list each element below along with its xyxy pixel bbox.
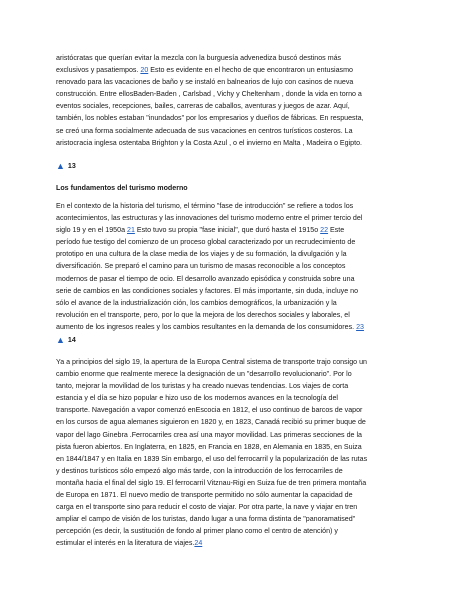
text-line: prototipo en una cultura de la clase media de los viajes y de su formación, la divulgación y la (56, 250, 347, 259)
text-line: aristocracia inglesa ostentaba Brighton y la Costa Azul , o el invierno en Malta , Madeira o Egipto. (56, 138, 362, 147)
footnote-link-22[interactable]: 22 (320, 226, 329, 235)
footnote-link-24[interactable]: 24 (194, 539, 203, 548)
paragraph-aristocracy (56, 52, 422, 149)
text-line: transporte. Navegación a vapor comenzó enEscocia en 1812, el uso continuo de barcos de vapor (56, 406, 363, 415)
footnote-link-23[interactable]: 23 (356, 322, 364, 331)
text-line: de Europa en 1871. El nuevo medio de transporte permitido no sólo aumentar la capacidad de (56, 491, 353, 500)
text-line: ampliar el campo de visión de los turistas, dando lugar a una forma distinta de "panoramatised" (56, 515, 356, 524)
text-line: eventos sociales, recepciones, bailes, carreras de caballos, aventuras y juegos de azar. Aquí, (56, 102, 350, 111)
text-line: En el contexto de la historia del turismo, el término "fase de introducción" se refiere a todos los (56, 202, 354, 210)
text-line: se creó una forma socialmente adecuada de sus vacaciones en centros turísticos costeros. La (56, 126, 353, 135)
section-heading: Los fundamentos del turismo moderno (56, 184, 188, 192)
text-line: siglo 19 y en el 1950a 21 Esto tuvo su propia "fase inicial", que duró hasta el 1915o 22 Este (56, 226, 345, 235)
back-to-top-13[interactable] (56, 160, 422, 172)
text-line: construcción. Entre ellosBaden-Baden , Carlsbad , Vichy y Cheltenham , donde la vida en torno a (56, 90, 362, 99)
text-line: exclusivos y pasatiempos. 20 Esto es evidente en el hecho de que encontraron un entusiasmo (56, 66, 353, 75)
marker-number: 14 (67, 336, 76, 344)
text-line: revolución en el transporte, pero, por lo que la mejora de los derechos sociales y laborales, el (56, 310, 350, 319)
text-line: vapor del lago Ginebra .Ferrocarriles crea así una mayor movilidad. Las primeras secciones de la (56, 430, 362, 439)
text-line: en los cursos de agua alemanes siguieron en 1820 y, en 1823, Canadá recibió su primer buque de (56, 418, 366, 427)
paragraph-transport (56, 356, 422, 550)
up-arrow-icon[interactable]: ▲ (56, 335, 65, 346)
text-line: acontecimientos, las estructuras y las innovaciones del turismo moderno entre el primer tercio del (56, 214, 363, 223)
up-arrow-icon[interactable]: ▲ (56, 161, 65, 172)
text-line: período fue testigo del comienzo de un proceso global caracterizado por un recrudecimiento de (56, 238, 356, 247)
text-line: Ya a principios del siglo 19, la apertura de la Europa Central sistema de transporte trajo consigo un (56, 358, 367, 366)
text-line: renovado para las vacaciones de baño y se instaló en balnearios de lujo con casinos de nueva (56, 78, 354, 87)
text-line: diversificación. Se preparó el camino para un turismo de masas reconocible a los conceptos (56, 262, 346, 271)
text-line: tanto, mejorar la movilidad de los turistas y ha creado nuevas tendencias. Los viajes de corta (56, 382, 349, 391)
text-line: en 1844/1847 y en Italia en 1839 Sin embargo, el uso del ferrocarril y la popularización de las rutas (56, 454, 368, 463)
text-line: percepción (es decir, la sustitución de fondo al primer plano como el centro de atención) y (56, 527, 338, 536)
text-line: cambio enorme que realmente merece la designación de un "desarrollo revolucionario". Por lo (56, 370, 352, 379)
text-line: montaña hacia el final del siglo 19. El ferrocarril Vitznau-Rigi en Suiza fue de tren primera montaña (56, 478, 367, 487)
text-line: pista fueron abiertos. En Inglaterra, en 1825, en Francia en 1828, en Alemania en 1835, en Suiza (56, 442, 362, 451)
text-line: aumento de los ingresos reales y los cambios resultantes en la demanda de los consumidores. 23 (56, 322, 364, 331)
text-line: sólo el avance de la industrialización ción, los cambios demográficos, la urbanización y la (56, 298, 337, 307)
text-line: y destinos turísticos sólo empezó algo más tarde, con la introducción de los ferrocarriles de (56, 466, 343, 475)
text-line: modernos de pasar el tiempo de ocio. El desarrollo avanzado episódica y construida sobre una (56, 274, 355, 283)
back-to-top-14[interactable] (56, 334, 422, 346)
text-line: serie de cambios en las condiciones sociales y factores. El más importante, sin duda, incluye no (56, 286, 359, 295)
text-line: estancia y el día se hizo popular e hizo uso de los modernos avances en la tecnología del (56, 394, 338, 403)
text-line: carga en el transporte sino para reducir el costo de viajar. Por otra parte, la nave y viajar en tren (56, 503, 358, 512)
footnote-link-20[interactable]: 20 (140, 66, 149, 75)
text-line: estimular el interés en la literatura de viajes.24 (56, 539, 203, 548)
marker-number: 13 (67, 162, 76, 170)
text-line: aristócratas que querían evitar la mezcla con la burguesía advenediza buscó destinos más (56, 54, 342, 62)
footnote-link-21[interactable]: 21 (127, 226, 135, 235)
text-line: también, los nobles estaban "inundados" por los empresarios y dueños de fábricas. En respuesta, (56, 114, 364, 123)
paragraph-modern-tourism (56, 200, 422, 333)
